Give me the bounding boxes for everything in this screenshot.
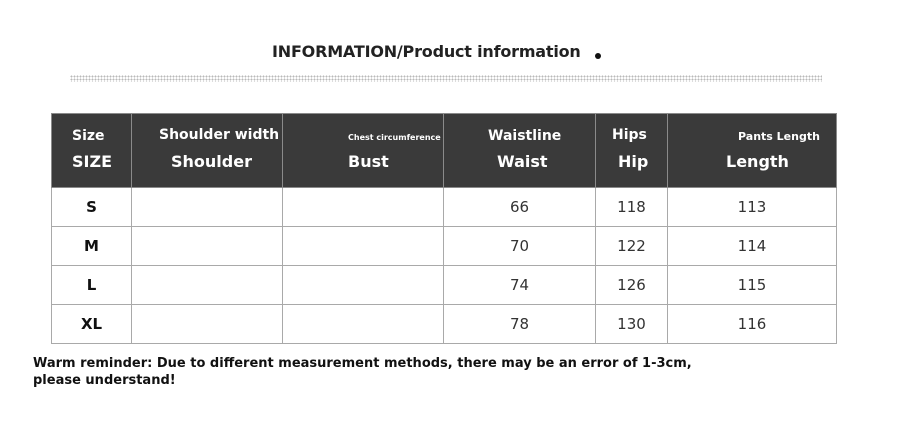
shoulder-cell <box>132 305 283 344</box>
shoulder-cell <box>132 188 283 227</box>
shoulder-cell <box>132 266 283 305</box>
note-line-1: Warm reminder: Due to different measurement methods, there may be an error of 1-3cm, <box>33 356 692 371</box>
table-row <box>52 305 837 344</box>
page-title: INFORMATION/Product information <box>272 42 581 61</box>
header-hip-bottom: Hip <box>618 152 649 171</box>
dotted-divider <box>70 75 822 82</box>
size-cell: S <box>52 188 132 227</box>
header-length <box>668 114 837 188</box>
length-cell: 114 <box>668 227 837 266</box>
header-hip-top: Hips <box>612 127 647 143</box>
header-bust-bottom: Bust <box>348 152 389 171</box>
header-size-bottom: SIZE <box>72 152 113 171</box>
table-header-row <box>52 114 837 188</box>
hip-cell: 122 <box>596 227 668 266</box>
shoulder-cell <box>132 227 283 266</box>
hip-cell: 126 <box>596 266 668 305</box>
waist-cell: 70 <box>444 227 596 266</box>
bullet-dot <box>595 53 601 59</box>
header-size <box>52 114 132 188</box>
header-shoulder-bottom: Shoulder <box>171 152 252 171</box>
header-shoulder <box>132 114 283 188</box>
size-cell: XL <box>52 305 132 344</box>
header-waist <box>444 114 596 188</box>
bust-cell <box>283 305 444 344</box>
header-bust-top: Chest circumference <box>348 133 441 142</box>
table-row <box>52 227 837 266</box>
header-length-top: Pants Length <box>738 130 820 143</box>
note-line-2: please understand! <box>33 373 176 388</box>
hip-cell: 130 <box>596 305 668 344</box>
size-cell: L <box>52 266 132 305</box>
length-cell: 115 <box>668 266 837 305</box>
header-waist-bottom: Waist <box>497 152 548 171</box>
length-cell: 116 <box>668 305 837 344</box>
table-row <box>52 266 837 305</box>
bust-cell <box>283 266 444 305</box>
size-chart-table <box>51 113 837 344</box>
header-length-bottom: Length <box>726 152 789 171</box>
header-bust <box>283 114 444 188</box>
size-cell: M <box>52 227 132 266</box>
length-cell: 113 <box>668 188 837 227</box>
header-hip <box>596 114 668 188</box>
waist-cell: 74 <box>444 266 596 305</box>
table-row <box>52 188 837 227</box>
hip-cell: 118 <box>596 188 668 227</box>
bust-cell <box>283 227 444 266</box>
bust-cell <box>283 188 444 227</box>
warm-reminder-note <box>33 355 733 389</box>
header-shoulder-top: Shoulder width <box>159 127 280 143</box>
waist-cell: 66 <box>444 188 596 227</box>
header-size-top: Size <box>72 128 105 144</box>
waist-cell: 78 <box>444 305 596 344</box>
header-waist-top: Waistline <box>488 128 562 144</box>
